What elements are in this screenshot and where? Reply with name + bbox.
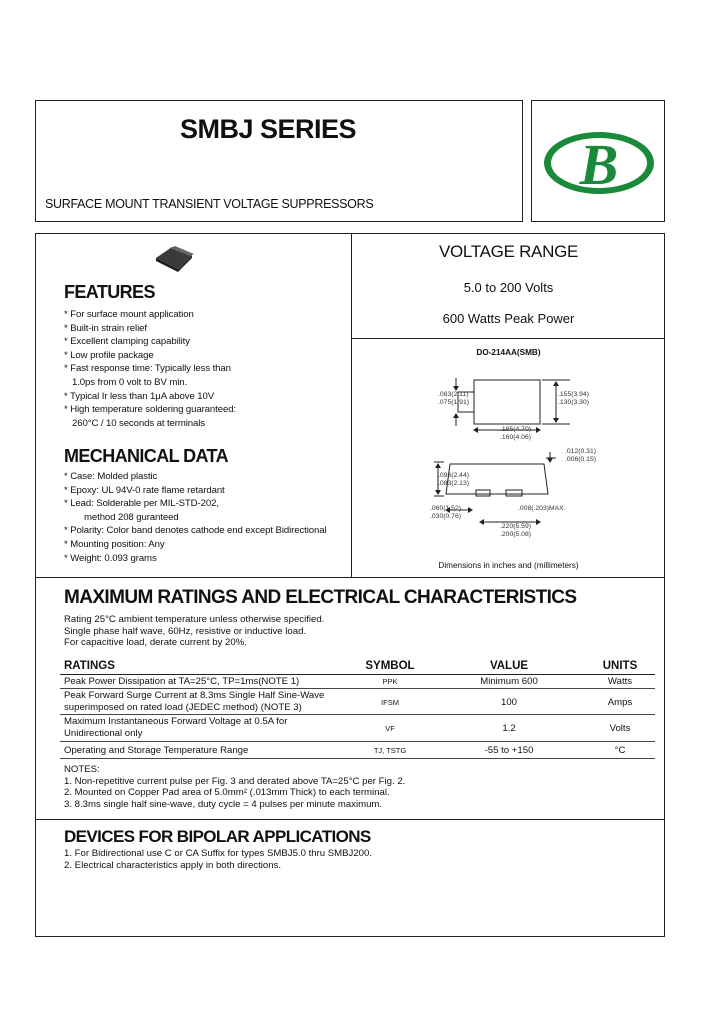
dim-c: .155(3.94) xyxy=(558,391,589,398)
col-units: UNITS xyxy=(602,660,638,672)
dim-a: .083(2.11) xyxy=(438,391,469,398)
col-symbol: SYMBOL xyxy=(365,660,415,672)
table-row xyxy=(64,676,299,688)
row-value: Minimum 600 xyxy=(480,676,538,687)
row-value: 1.2 xyxy=(502,723,516,734)
row-value: -55 to +150 xyxy=(484,745,534,756)
dim-b: .075(1.91) xyxy=(438,399,469,406)
row-rule xyxy=(60,758,655,759)
row-symbol: PPK xyxy=(382,677,398,686)
vr-divider xyxy=(351,338,665,339)
list-item: * Fast response time: Typically less than xyxy=(64,363,231,375)
row-symbol: IFSM xyxy=(381,698,399,707)
table-rule xyxy=(60,674,655,675)
section-divider-2 xyxy=(35,819,665,820)
list-item: * High temperature soldering guaranteed: xyxy=(64,404,236,416)
series-title: SMBJ SERIES xyxy=(180,114,357,144)
ratings-heading: MAXIMUM RATINGS AND ELECTRICAL CHARACTERISTICS xyxy=(64,587,577,608)
dim-g: .012(0.31) xyxy=(565,448,596,455)
list-item: * Case: Molded plastic xyxy=(64,471,158,482)
row-rule xyxy=(60,688,655,689)
table-row xyxy=(64,716,287,739)
intro-line: Rating 25°C ambient temperature unless otherwise specified. xyxy=(64,614,325,625)
list-item: 2. Electrical characteristics apply in both directions. xyxy=(64,859,282,871)
list-item: * For surface mount application xyxy=(64,309,194,320)
row-units: Amps xyxy=(607,697,633,708)
list-item: * Excellent clamping capability xyxy=(64,336,190,348)
row-units: °C xyxy=(614,745,626,756)
list-item: * Low profile package xyxy=(64,349,154,361)
dim-j: .083(2.13) xyxy=(438,480,469,487)
brand-logo xyxy=(541,128,657,198)
intro-line: Single phase half wave, 60Hz, resistive or inductive load. xyxy=(64,625,307,637)
notes-label: NOTES: xyxy=(64,764,100,775)
ratings-intro xyxy=(64,614,324,649)
list-item: * Built-in strain relief xyxy=(64,322,147,334)
logo-letter: B xyxy=(579,132,619,197)
list-item: 260°C / 10 seconds at terminals xyxy=(72,417,205,429)
list-item: * Mounting position: Any xyxy=(64,538,165,550)
row-units: Watts xyxy=(607,676,633,687)
note-item: 3. 8.3ms single half sine-wave, duty cycle = 4 pulses per minute maximum. xyxy=(64,798,383,810)
row-desc: Unidirectional only xyxy=(64,727,143,739)
list-item: * Weight: 0.093 grams xyxy=(64,552,157,564)
smb-package-image xyxy=(152,244,196,274)
notes xyxy=(64,764,405,810)
row-symbol: TJ, TSTG xyxy=(373,746,407,755)
note-item: 2. Mounted on Copper Pad area of 5.0mm² (.013mm Thick) to each terminal. xyxy=(64,787,390,798)
dim-i: .096(2.44) xyxy=(438,472,469,479)
row-desc: Peak Power Dissipation at TA=25°C, TP=1ms(NOTE 1) xyxy=(64,676,300,687)
row-desc: Operating and Storage Temperature Range xyxy=(64,745,249,756)
mechanical-list xyxy=(64,470,327,565)
bipolar-list xyxy=(64,848,372,871)
col-value: VALUE xyxy=(489,660,529,672)
row-desc: superimposed on rated load (JEDEC method) (NOTE 3) xyxy=(64,701,302,713)
mechanical-heading: MECHANICAL DATA xyxy=(64,446,228,466)
bipolar-heading: DEVICES FOR BIPOLAR APPLICATIONS xyxy=(64,827,371,846)
row-value: 100 xyxy=(500,697,517,708)
list-item: 1.0ps from 0 volt to BV min. xyxy=(72,376,188,388)
dim-d: .130(3.30) xyxy=(558,399,589,406)
features-list xyxy=(64,308,236,430)
row-units: Volts xyxy=(609,723,631,734)
dim-n: .220(5.59) xyxy=(500,523,531,530)
row-symbol: VF xyxy=(385,724,395,733)
series-subtitle: SURFACE MOUNT TRANSIENT VOLTAGE SUPPRESSORS xyxy=(45,197,374,211)
note-item: 1. Non-repetitive current pulse per Fig. 3 and derated above TA=25°C per Fig. 2. xyxy=(64,775,406,787)
list-item: 1. For Bidirectional use C or CA Suffix for types SMBJ5.0 thru SMBJ200. xyxy=(64,848,373,859)
row-desc: Peak Forward Surge Current at 8.3ms Single Half Sine-Wave xyxy=(64,690,325,701)
col-ratings: RATINGS xyxy=(64,660,115,672)
row-rule xyxy=(60,741,655,742)
dim-h: .006(0.15) xyxy=(565,456,596,463)
features-heading: FEATURES xyxy=(64,282,155,302)
list-item: * Lead: Solderable per MIL-STD-202, xyxy=(64,498,219,510)
voltage-range-volts: 5.0 to 200 Volts xyxy=(463,280,554,295)
list-item: * Polarity: Color band denotes cathode end except Bidirectional xyxy=(64,525,327,537)
table-row xyxy=(64,690,324,713)
package-name: DO-214AA(SMB) xyxy=(476,348,541,357)
dim-l: .030(0.76) xyxy=(430,513,461,520)
voltage-range-title: VOLTAGE RANGE xyxy=(438,242,579,261)
dim-k: .060(1.52) xyxy=(430,505,461,512)
voltage-range-power: 600 Watts Peak Power xyxy=(442,311,575,326)
list-item: method 208 guranteed xyxy=(84,511,179,523)
row-rule xyxy=(60,714,655,715)
list-item: * Typical Ir less than 1μA above 10V xyxy=(64,390,215,402)
row-desc: Maximum Instantaneous Forward Voltage at 0.5A for xyxy=(64,716,288,727)
dim-e: .185(4.70) xyxy=(500,426,531,433)
dim-o: .200(5.08) xyxy=(500,531,531,538)
list-item: * Epoxy: UL 94V-0 rate flame retardant xyxy=(64,484,225,496)
dim-m: .008(.203)MAX. xyxy=(518,505,566,512)
table-row xyxy=(64,745,248,757)
dim-f: .160(4.06) xyxy=(500,434,531,441)
package-caption: Dimensions in inches and (millimeters) xyxy=(438,561,579,570)
intro-line: For capacitive load, derate current by 20%. xyxy=(64,637,247,648)
section-divider-1 xyxy=(35,577,665,578)
